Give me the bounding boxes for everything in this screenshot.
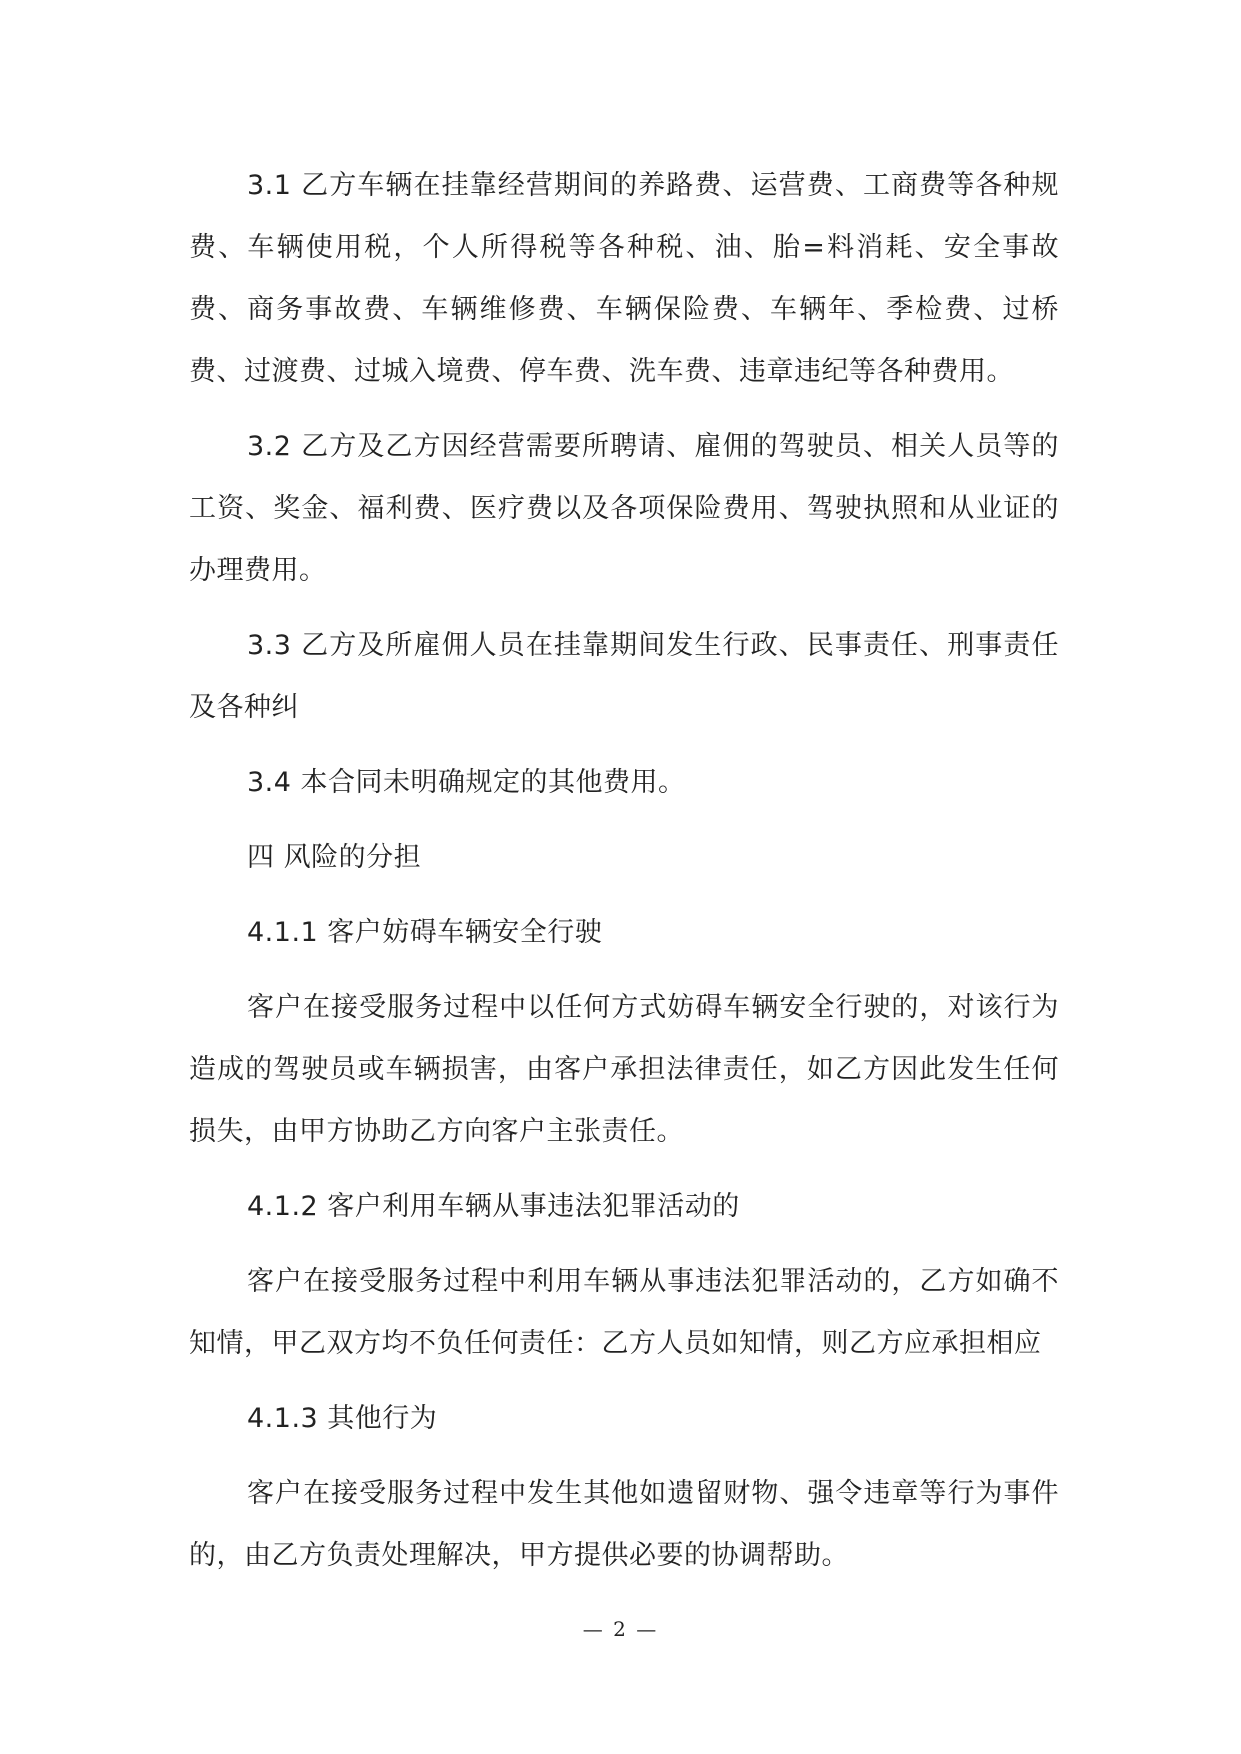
clause-4-1-1-heading: 4.1.1 客户妨碍车辆安全行驶	[247, 917, 603, 948]
clause-4-1-3-heading: 4.1.3 其他行为	[247, 1403, 438, 1434]
clause-4-1-2-heading: 4.1.2 客户利用车辆从事违法犯罪活动的	[247, 1191, 740, 1222]
section-heading-risk: 四 风险的分担	[247, 842, 422, 873]
clause-4-1-1-text: 客户在接受服务过程中以任何方式妨碍车辆安全行驶的，对该行为造成的驾驶员或车辆损害，由客户承担法律责任，如乙方因此发生任何损失，由甲方协助乙方向客户主张责任。	[189, 992, 1059, 1147]
clause-3-4: 3.4 本合同未明确规定的其他费用。	[247, 767, 686, 798]
clause-4-1-3-text: 客户在接受服务过程中发生其他如遗留财物、强令违章等行为事件的，由乙方负责处理解决，甲方提供必要的协调帮助。	[189, 1478, 1059, 1571]
clause-4-1-2-text: 客户在接受服务过程中利用车辆从事违法犯罪活动的，乙方如确不知情，甲乙双方均不负任何责任：乙方人员如知情，则乙方应承担相应	[189, 1266, 1059, 1359]
clause-3-3: 3.3 乙方及所雇佣人员在挂靠期间发生行政、民事责任、刑事责任及各种纠	[189, 630, 1059, 723]
clause-3-1: 3.1 乙方车辆在挂靠经营期间的养路费、运营费、工商费等各种规费、车辆使用税，个人所得税等各种税、油、胎=料消耗、安全事故费、商务事故费、车辆维修费、车辆保险费、车辆年、季检费、过桥费、过渡费、过城入境费、停车费、洗车费、违章违纪等各种费用。	[189, 170, 1059, 387]
clause-3-2: 3.2 乙方及乙方因经营需要所聘请、雇佣的驾驶员、相关人员等的工资、奖金、福利费、医疗费以及各项保险费用、驾驶执照和从业证的办理费用。	[189, 431, 1059, 586]
document-body	[189, 155, 1059, 1600]
page-number: — 2 —	[582, 1617, 659, 1641]
